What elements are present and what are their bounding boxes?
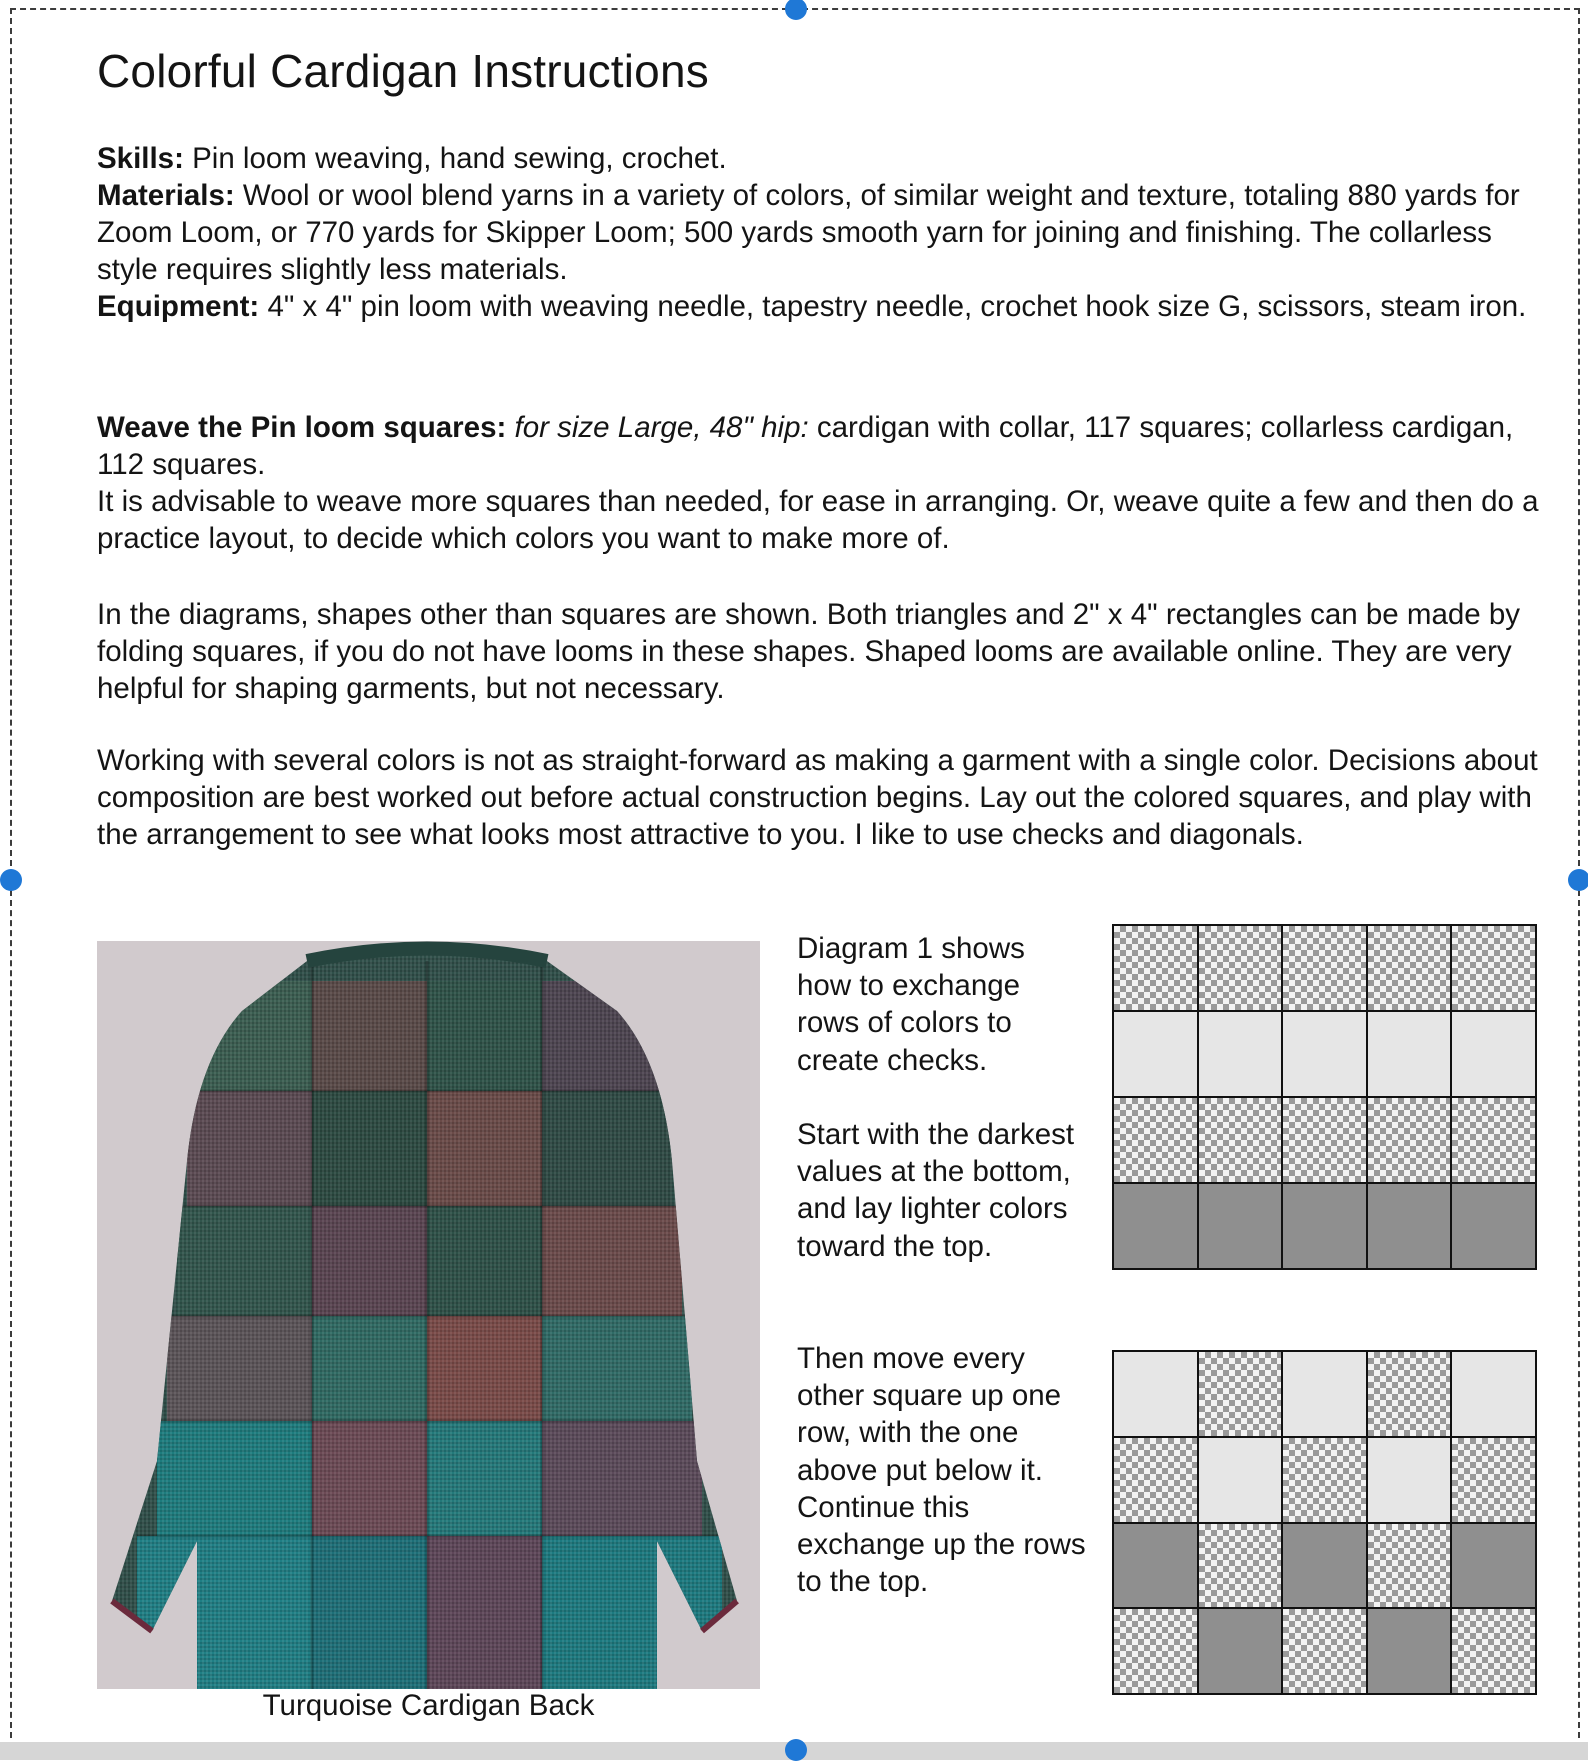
diagram-square-check bbox=[1283, 1438, 1366, 1522]
diagram-square-light bbox=[1114, 1012, 1197, 1096]
materials-line bbox=[97, 177, 1557, 288]
requirements-section bbox=[97, 140, 1557, 325]
equipment-label: Equipment: bbox=[97, 290, 260, 323]
diagram-square-light bbox=[1283, 1352, 1366, 1436]
photo-caption: Turquoise Cardigan Back bbox=[262, 1689, 595, 1722]
diagram-rows bbox=[1112, 924, 1537, 1270]
diagrams-note: In the diagrams, shapes other than squares are shown. Both triangles and 2" x 4" rectangles can be made by folding squares, if you do not have looms in these shapes. Shaped looms are available online. They are very helpful for shaping garments, but not necessary. bbox=[97, 598, 1521, 705]
weave-text: cardigan with collar, 117 squares; collarless cardigan, 112 squares. bbox=[97, 411, 1514, 481]
weave-size-note: for size Large, 48" hip: bbox=[506, 411, 809, 444]
equipment-text: 4" x 4" pin loom with weaving needle, tapestry needle, crochet hook size G, scissors, steam iron. bbox=[259, 290, 1527, 323]
diagram-square-light bbox=[1283, 1012, 1366, 1096]
materials-label: Materials: bbox=[97, 179, 235, 212]
diagram-square-dark bbox=[1452, 1524, 1535, 1608]
diagram-square-light bbox=[1114, 1352, 1197, 1436]
skills-line bbox=[97, 140, 1557, 177]
diagram-square-check bbox=[1199, 926, 1282, 1010]
diagram-square-check bbox=[1283, 926, 1366, 1010]
diagram-square-dark bbox=[1283, 1184, 1366, 1268]
materials-text: Wool or wool blend yarns in a variety of colors, of similar weight and texture, totaling 880 yards for Zoom Loom, or 770 yards for Skipper Loom; 500 yards smooth yarn for joining and finishing. The collarless style requires slightly less materials. bbox=[97, 179, 1520, 286]
diagram-square-light bbox=[1452, 1352, 1535, 1436]
cardigan-image bbox=[97, 941, 760, 1689]
weave-line bbox=[97, 409, 1557, 483]
diagram-square-dark bbox=[1114, 1184, 1197, 1268]
diagram-square-check bbox=[1199, 1352, 1282, 1436]
diagram-square-dark bbox=[1368, 1184, 1451, 1268]
weave-section bbox=[97, 409, 1557, 557]
diagram-square-light bbox=[1199, 1012, 1282, 1096]
cardigan-photo bbox=[97, 941, 760, 1689]
diagram-square-dark bbox=[1114, 1524, 1197, 1608]
start-description: Start with the darkest values at the bottom, and lay lighter colors toward the top. bbox=[797, 1118, 1075, 1263]
skills-label: Skills: bbox=[97, 142, 184, 175]
diagram-square-check bbox=[1283, 1098, 1366, 1182]
resize-handle-right[interactable] bbox=[1568, 869, 1588, 891]
move-description: Then move every other square up one row, with the one above put below it. Continue this exchange up the rows to the top. bbox=[797, 1342, 1086, 1599]
diagram-square-check bbox=[1114, 1609, 1197, 1693]
diagram-square-check bbox=[1199, 1098, 1282, 1182]
diagram-square-check bbox=[1452, 1609, 1535, 1693]
colors-note: Working with several colors is not as straight-forward as making a garment with a single color. Decisions about composition are best worked out before actual construction begins. Lay out the colored squares, and play with the arrangement to see what looks most attractive to you. I like to use checks and diagonals. bbox=[97, 744, 1538, 851]
diagram-square-check bbox=[1452, 926, 1535, 1010]
diagram-square-dark bbox=[1368, 1609, 1451, 1693]
equipment-line bbox=[97, 288, 1557, 325]
diagram-square-dark bbox=[1283, 1524, 1366, 1608]
resize-handle-bottom[interactable] bbox=[785, 1739, 807, 1761]
diagram-checks bbox=[1112, 1350, 1537, 1695]
diagram-square-check bbox=[1452, 1438, 1535, 1522]
diagram-square-check bbox=[1368, 1352, 1451, 1436]
diagram-square-light bbox=[1368, 1012, 1451, 1096]
diagram1-description: Diagram 1 shows how to exchange rows of colors to create checks. bbox=[797, 932, 1025, 1077]
diagram-square-dark bbox=[1452, 1184, 1535, 1268]
diagram-square-light bbox=[1199, 1438, 1282, 1522]
weave-label: Weave the Pin loom squares: bbox=[97, 411, 507, 444]
resize-handle-left[interactable] bbox=[0, 869, 22, 891]
diagram-square-check bbox=[1283, 1609, 1366, 1693]
diagram-square-check bbox=[1368, 1524, 1451, 1608]
diagram-square-check bbox=[1199, 1524, 1282, 1608]
diagram-square-check bbox=[1114, 1438, 1197, 1522]
diagram-square-light bbox=[1452, 1012, 1535, 1096]
diagram-square-check bbox=[1452, 1098, 1535, 1182]
diagram-square-check bbox=[1114, 926, 1197, 1010]
diagram-square-dark bbox=[1199, 1609, 1282, 1693]
skills-text: Pin loom weaving, hand sewing, crochet. bbox=[183, 142, 727, 175]
diagram-square-check bbox=[1114, 1098, 1197, 1182]
diagram-square-dark bbox=[1199, 1184, 1282, 1268]
diagram-square-check bbox=[1368, 1098, 1451, 1182]
weave-advice: It is advisable to weave more squares than needed, for ease in arranging. Or, weave quite a few and then do a practice layout, to decide which colors you want to make more of. bbox=[97, 485, 1539, 555]
page-title: Colorful Cardigan Instructions bbox=[97, 45, 709, 97]
diagram-square-light bbox=[1368, 1438, 1451, 1522]
diagram-square-check bbox=[1368, 926, 1451, 1010]
